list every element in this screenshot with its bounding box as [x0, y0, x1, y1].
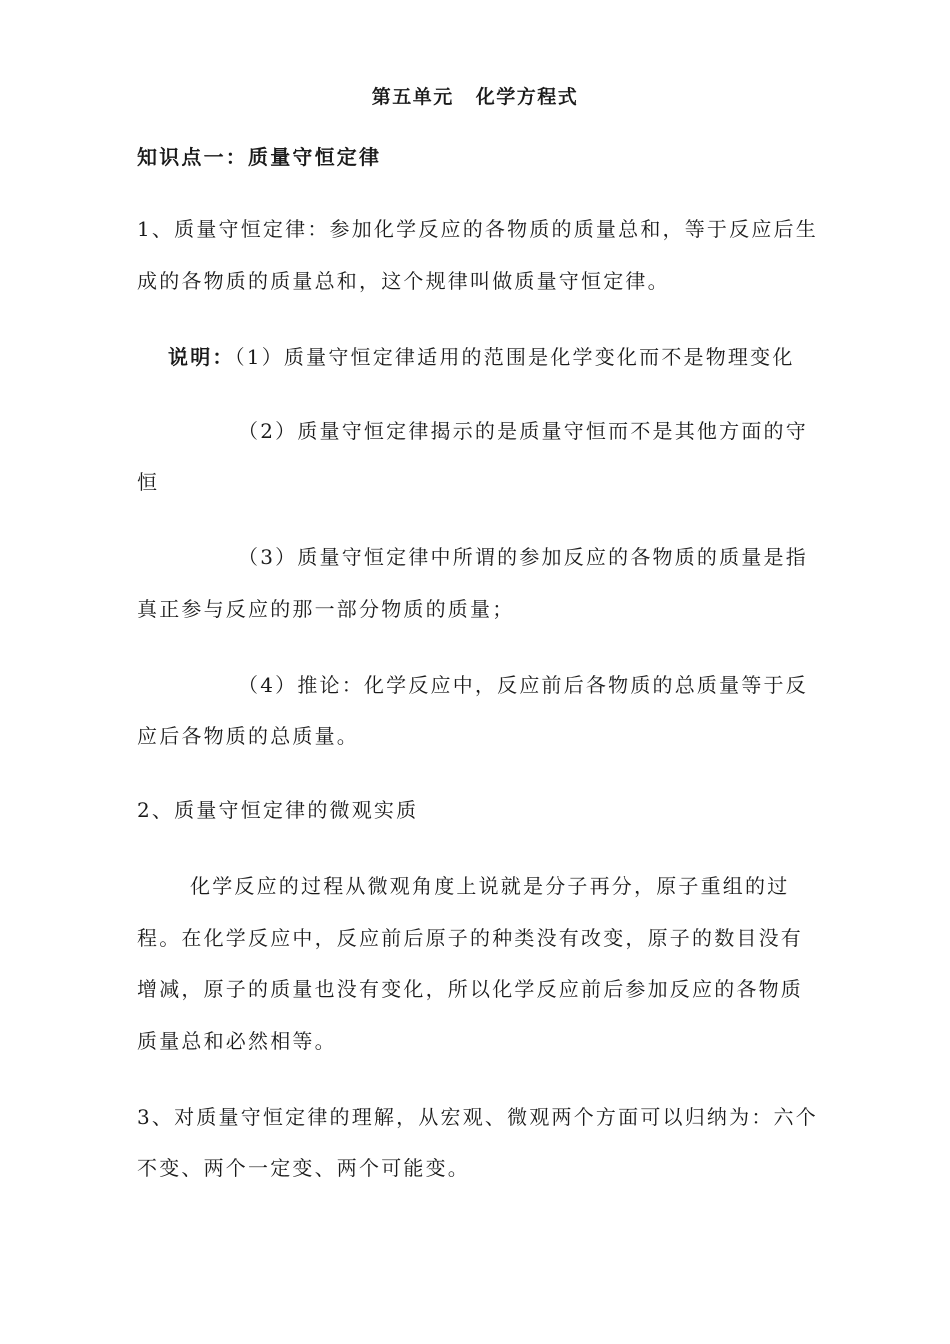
- section3-line1: 3、对质量守恒定律的理解，从宏观、微观两个方面可以归纳为：六个: [137, 1105, 818, 1129]
- title-topic: 化学方程式: [475, 86, 579, 108]
- section2-line4: 质量总和必然相等。: [137, 1029, 337, 1053]
- page-title: [0, 84, 950, 110]
- section1-line2: 成的各物质的质量总和，这个规律叫做质量守恒定律。: [137, 269, 670, 293]
- note-item-3-line1: （3）质量守恒定律中所谓的参加反应的各物质的质量是指: [238, 545, 808, 569]
- section3-line2: 不变、两个一定变、两个可能变。: [137, 1156, 470, 1180]
- section2-line1: 化学反应的过程从微观角度上说就是分子再分，原子重组的过: [190, 874, 790, 898]
- note-row-1: [168, 344, 795, 370]
- note-item-4-line1: （4）推论：化学反应中，反应前后各物质的总质量等于反: [238, 673, 808, 697]
- section2-heading: 2、质量守恒定律的微观实质: [137, 798, 419, 822]
- knowledge-point-heading: 知识点一：质量守恒定律: [137, 145, 382, 169]
- title-unit: 第五单元: [371, 86, 454, 108]
- note-item-4-line2: 应后各物质的总质量。: [137, 724, 359, 748]
- note-label: 说明：: [168, 345, 235, 369]
- section2-line2: 程。在化学反应中，反应前后原子的种类没有改变，原子的数目没有: [137, 926, 803, 950]
- section2-line3: 增减，原子的质量也没有变化，所以化学反应前后参加反应的各物质: [137, 977, 803, 1001]
- section1-line1: 1、质量守恒定律：参加化学反应的各物质的质量总和，等于反应后生: [137, 217, 818, 241]
- note-item-2-line2: 恒: [137, 470, 160, 494]
- note-item-2-line1: （2）质量守恒定律揭示的是质量守恒而不是其他方面的守: [238, 419, 808, 443]
- note-item-3-line2: 真正参与反应的那一部分物质的质量；: [137, 597, 515, 621]
- note-item-1: （1）质量守恒定律适用的范围是化学变化而不是物理变化: [234, 345, 795, 369]
